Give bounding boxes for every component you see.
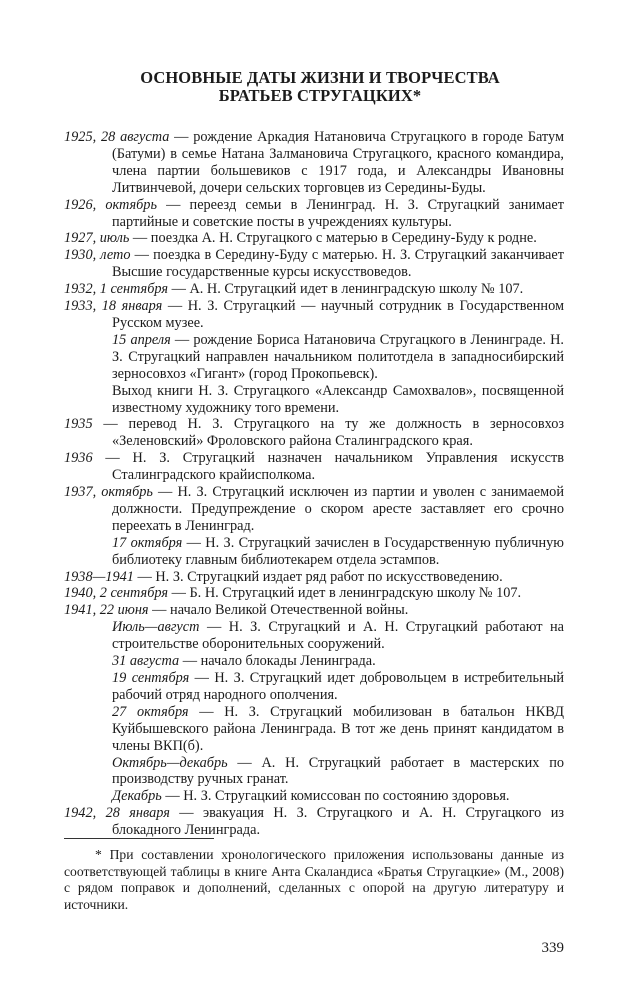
entry-text: — Н. З. Стругацкий и А. Н. Стругацкий работают на строительстве оборонительных сооружений. xyxy=(112,619,564,653)
chronology-entry xyxy=(64,535,564,569)
entry-text: — начало блокады Ленинграда. xyxy=(179,653,376,670)
entry-text: — начало Великой Отечественной войны. xyxy=(148,602,409,619)
chronology-entry xyxy=(64,230,564,247)
chronology-entry xyxy=(64,805,564,839)
entry-date: 17 октября xyxy=(112,534,183,551)
entry-text: — эвакуация Н. З. Стругацкого и А. Н. Стругацкого из блокадного Ленинграда. xyxy=(112,805,564,839)
chronology-entry xyxy=(64,416,564,450)
entry-date: 1938—1941 xyxy=(64,568,134,585)
entry-text: — Н. З. Стругацкий зачислен в Государственную публичную библиотеку главным библиотекарем отдела эстампов. xyxy=(112,534,564,568)
entry-date: 1935 xyxy=(64,416,93,433)
entry-date: Октябрь—декабрь xyxy=(112,754,228,771)
entry-text: — перевод Н. З. Стругацкого на ту же должность в зерносовхоз «Зеленовский» Фроловского района Сталинградского края. xyxy=(92,416,564,450)
entry-date: 1932, 1 сентября xyxy=(64,281,169,298)
entry-text: — Н. З. Стругацкий комиссован по состоянию здоровья. xyxy=(161,788,510,805)
entry-text: — поездка А. Н. Стругацкого с матерью в Середину-Буду к родне. xyxy=(129,230,537,247)
chronology-entry xyxy=(64,670,564,704)
entry-text: — Н. З. Стругацкий — научный сотрудник в Государственном Русском музее. xyxy=(112,298,564,331)
entry-text: Выход книги Н. З. Стругацкого «Александр Самохвалов», посвященной известному художнику того времени. xyxy=(112,382,564,416)
entry-date: 1930, лето xyxy=(64,247,131,264)
chronology-entry xyxy=(64,704,564,755)
chronology-entry xyxy=(64,619,564,653)
entry-date: 1926, октябрь xyxy=(64,196,157,213)
footnote: * При составлении хронологического приложения использованы данные из соответствующей таблицы в книге Анта Скаландиса «Братья Стругацкие» (М., 2008) с рядом поправок и дополнений, сделанных с опорой на другую литературу и источники. xyxy=(64,847,564,912)
entry-text: — Н. З. Стругацкий назначен начальником Управления искусств Сталинградского крайисполкома. xyxy=(92,450,564,484)
chronology-list xyxy=(64,129,564,839)
chronology-entry xyxy=(64,653,564,670)
entry-text: — рождение Бориса Натановича Стругацкого в Ленинграде. Н. З. Стругацкий направлен начальником политотдела в западносибирский зерносовхоз «Гигант» (город Прокопьевск). xyxy=(112,331,565,382)
entry-date: 1925, 28 августа xyxy=(64,129,170,145)
entry-date: 31 августа xyxy=(112,653,180,670)
chronology-entry xyxy=(64,332,564,383)
entry-date: 1936 xyxy=(64,450,93,467)
entry-text: — А. Н. Стругацкий работает в мастерских по производству ручных гранат. xyxy=(112,754,564,788)
chronology-entry xyxy=(64,484,564,535)
entry-date: Декабрь xyxy=(112,788,162,805)
footnote-divider xyxy=(64,838,214,839)
entry-date: 1940, 2 сентября xyxy=(64,585,169,602)
entry-date: 1937, октябрь xyxy=(64,484,153,501)
chronology-entry xyxy=(64,197,564,231)
entry-text: — Н. З. Стругацкий идет добровольцем в истребительный рабочий отряд народного ополчения. xyxy=(112,670,564,703)
page-number: 339 xyxy=(541,940,564,956)
entry-text: — Н. З. Стругацкий исключен из партии и уволен с занимаемой должности. Предупреждение о скором аресте заставляет его срочно переехать в Ленинград. xyxy=(112,484,564,534)
entry-text: — Б. Н. Стругацкий идет в ленинградскую школу № 107. xyxy=(168,585,522,602)
entry-text: — переезд семьи в Ленинград. Н. З. Стругацкий занимает партийные и советские посты в учреждениях культуры. xyxy=(112,196,564,230)
entry-text: — Н. З. Стругацкий издает ряд работ по искусствоведению. xyxy=(133,568,503,585)
chronology-entry xyxy=(64,383,564,417)
entry-date: 1942, 28 января xyxy=(64,805,170,822)
chronology-entry xyxy=(64,788,564,805)
entry-date: 15 апреля xyxy=(112,331,171,348)
chronology-entry xyxy=(64,247,564,281)
chronology-entry xyxy=(64,585,564,602)
entry-date: 27 октября xyxy=(112,703,189,720)
entry-text: — А. Н. Стругацкий идет в ленинградскую школу № 107. xyxy=(168,281,524,298)
chronology-entry xyxy=(64,569,564,586)
chronology-entry xyxy=(64,450,564,484)
entry-date: 19 сентября xyxy=(112,670,190,686)
chronology-entry xyxy=(64,129,564,197)
chronology-entry xyxy=(64,602,564,619)
page-title-line-2: БРАТЬЕВ СТРУГАЦКИХ* xyxy=(218,86,422,105)
page-title-line-1: ОСНОВНЫЕ ДАТЫ ЖИЗНИ И ТВОРЧЕСТВА xyxy=(140,68,500,87)
chronology-entry xyxy=(64,281,564,298)
chronology-entry xyxy=(64,298,564,332)
entry-date: 1933, 18 января xyxy=(64,298,163,315)
entry-date: 1941, 22 июня xyxy=(64,602,149,619)
entry-text: — рождение Аркадия Натановича Стругацкого в городе Батум (Батуми) в семье Натана Залмановича Стругацкого, красного командира, члена партии большевиков с 1917 года, и Александры Ивановны Литвинчевой, дочери сельских торговцев из Середины-Буды. xyxy=(112,129,564,196)
entry-text: — Н. З. Стругацкий мобилизован в батальон НКВД Куйбышевского района Ленинграда. В тот же день принят кандидатом в члены ВКП(б). xyxy=(112,703,564,754)
entry-date: 1927, июль xyxy=(64,230,130,247)
entry-text: — поездка в Середину-Буду с матерью. Н. З. Стругацкий заканчивает Высшие государственные курсы искусствоведов. xyxy=(112,247,564,281)
chronology-entry xyxy=(64,755,564,789)
entry-date: Июль—август xyxy=(112,619,200,636)
